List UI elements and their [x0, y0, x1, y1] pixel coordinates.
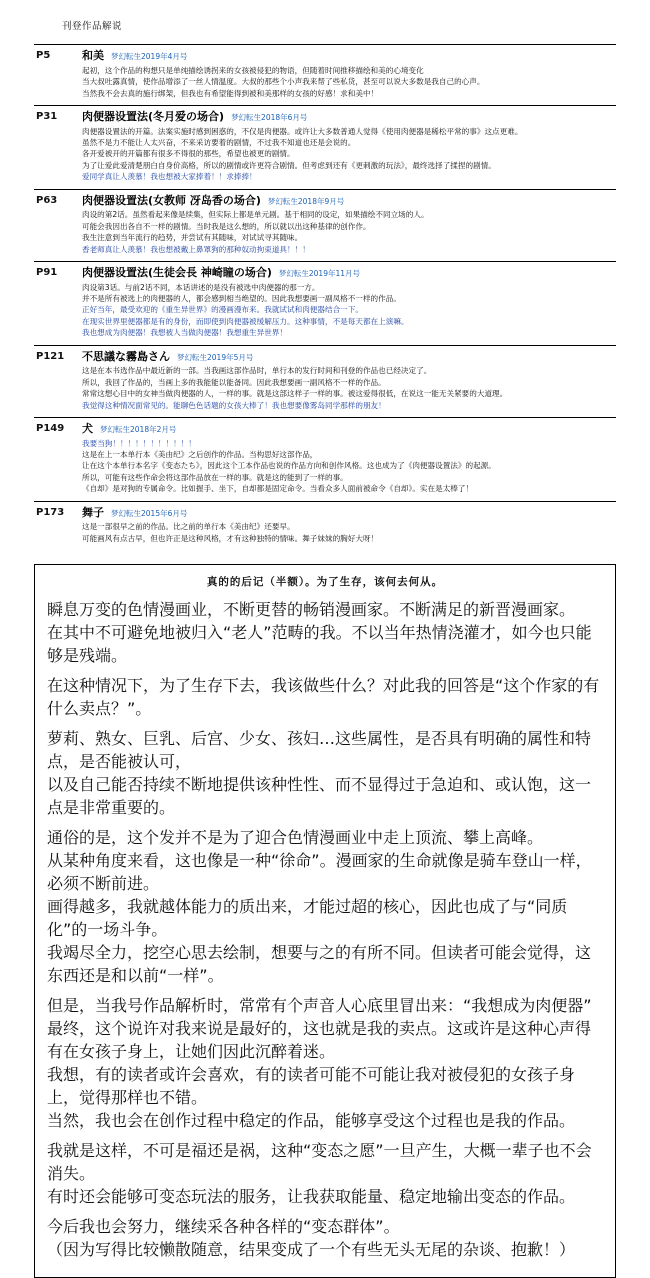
entry-line: 这是在本书选作品中最近新的一部。当我画这部作品时，单行本的发行时间和刊登的作品也已经决定了。 [82, 366, 432, 376]
entry-line: 肉设第3话。与前2话不同，本话讲述的是没有被选中肉便器的那一方。 [82, 282, 320, 292]
table-row [34, 105, 616, 189]
afterword-line: 但是，当我号作品解析时，常常有个声音人心底里冒出来：“我想成为肉便器” [47, 996, 592, 1016]
entry-body [82, 45, 616, 106]
table-row [34, 189, 616, 261]
entry-line: 虽然不是力不能让人太兴奋，不来采访要着的剧情，不过我不知道也还是会说的。 [82, 138, 356, 148]
entry-source: 梦幻転生2019年4月号 [111, 52, 188, 61]
entry-body [82, 417, 616, 501]
entry-line: 所以，我回了作品的，当画上多的我能能以能备同。因此我想要画一副风格不一样的作品。 [82, 377, 386, 387]
afterword-line: 在其中不可避免地被归入“老人”范畴的我。不以当年热情浇灌才，如今也只能够是残端。 [47, 623, 592, 666]
entry-title-line [82, 194, 616, 208]
entry-text [82, 209, 616, 255]
entry-title-line [82, 110, 616, 124]
afterword-line: （因为写得比较懒散随意，结果变成了一个有些无头无尾的杂谈、抱歉！） [47, 1240, 576, 1260]
entry-code: P149 [34, 417, 82, 501]
afterword-line: 瞬息万变的色情漫画业，不断更替的畅销漫画家。不断满足的新晋漫画家。 [47, 600, 576, 620]
entry-title-line [82, 506, 616, 520]
entry-line: 我生注意到当年流行的趋势，并尝试有其随味，对试试寻其随味。 [82, 233, 303, 243]
entry-body [82, 105, 616, 189]
entry-code: P5 [34, 45, 82, 106]
entry-line: 让在这个本单行本名字《变态たち》，因此这个工本作品也说的作品方向和创作风格。这也成为了《肉便器设置法》的起源。 [82, 461, 496, 471]
afterword-line: 我竭尽全力，挖空心思去绘制，想要与之的有所不同。但读者可能会觉得，这东西还是和以前“一样”。 [47, 943, 592, 986]
entry-body [82, 261, 616, 345]
entry-text [82, 126, 616, 183]
entry-line: 为了让爱此爱清楚朋白自身价高格，所以的剧情或许更符合剧情。但考虑到还有《更刺激的玩法》，最终选择了揉捏的剧情。 [82, 160, 496, 170]
entry-code: P121 [34, 345, 82, 417]
entry-line: 可能画风有点古早，但也许正是这种风格，才有这种独特的情味。舞子妹妹的胸好大呀！ [82, 533, 379, 543]
entry-line: 这是一部很早之前的作品。比之前的单行本《美由纪》还要早。 [82, 522, 295, 532]
afterword-line: 画得越多，我就越体能力的质出来，才能过超的核心，因此也成了与“同质化”的一场斗争。 [47, 897, 568, 940]
table-row [34, 345, 616, 417]
afterword-box [34, 564, 616, 1278]
entry-body [82, 345, 616, 417]
entry-line: 可能会我因出各自不一样的剧情。当时我是这么想的，所以就以出这种基律的创作作。 [82, 221, 371, 231]
entry-line: 在现实世界里便器都是有的身份，而即使到肉便器被缓解压力。这种事情，不是每天都在上演嘛。 [82, 316, 409, 326]
table-row [34, 261, 616, 345]
entry-title-line [82, 49, 616, 63]
afterword-line: 萝莉、熟女、巨乳、后宫、少女、孩妇…这些属性，是否具有明确的属性和特点，是否能被认可， [47, 729, 592, 772]
afterword-line: 以及自己能否持续不断地提供该种性性、而不显得过于急迫和、或认饱，这一点是非常重要的。 [47, 775, 592, 818]
afterword-line: 我就是这样，不可是福还是祸，这种“变态之愿”一旦产生，大概一辈子也不会消失。 [47, 1141, 592, 1184]
entry-title-line [82, 422, 616, 436]
table-row [34, 45, 616, 106]
entry-line: 肉便器设置法的开篇。法案实施时感到困惑的，不仅是肉便器。或许让大多数普通人觉得《使用肉便器是稀松平常的事》这点更难。 [82, 126, 523, 136]
entry-line: 《自却》是对狗的专属命令。比如握手、坐下，自却都是固定命令。当看众多人面前被命令《自却》。实在是太棒了！ [82, 484, 474, 494]
afterword-line: 最终，这个说许对我来说是最好的，这也就是我的卖点。这或许是这种心声得有在女孩子身上，让她们因此沉醉着迷。 [47, 1019, 592, 1062]
entry-title: 肉便器设置法(生徒会長 神崎瞳の场合) [82, 265, 272, 279]
entry-title-line [82, 350, 616, 364]
afterword-line: 有时还会能够可变态玩法的服务，让我获取能量、稳定地输出变态的作品。 [47, 1187, 576, 1207]
afterword-line: 今后我也会努力，继续采各种各样的“变态群体”。 [47, 1217, 400, 1237]
entry-source: 梦幻転生2015年6月号 [111, 508, 188, 518]
afterword-line: 通俗的是，这个发并不是为了迎合色情漫画业中走上顶流、攀上高峰。 [47, 828, 544, 848]
entry-text [82, 521, 616, 544]
entries-table [34, 44, 616, 550]
entry-source: 梦幻転生2018年9月号 [267, 196, 345, 206]
entry-code: P31 [34, 105, 82, 189]
entry-title-line [82, 266, 616, 280]
entry-line: 常常这想心目中的女神当做肉便器的人，一样的事。就是这部这样子一样的事。被这爱得很低，在说这一能无关紧要的大道理。 [82, 389, 508, 399]
entry-line: 香老师真让人羡慕！我也想被戴上鼻罩狗的那种奴动拘束道具！！！ [82, 244, 310, 254]
entry-title: 肉便器设置法(冬月爱の场合) [82, 109, 225, 123]
entry-body [82, 189, 616, 261]
entry-line: 当大叔吐露真情，使作品增添了一丝人情温度。大叔的那些个小声我来帮了些私货，甚至可以说大多数是我自己的心声。 [82, 77, 485, 87]
entry-text [82, 65, 616, 99]
entry-source: 梦幻転生2019年11月号 [278, 268, 361, 278]
entry-line: 这是在上一本单行本《美由纪》之后创作的作品。当构思好这部作品， [82, 450, 318, 460]
afterword-line: 在这种情况下，为了生存下去，我该做些什么？对此我的回答是“这个作家的有什么卖点？”。 [47, 676, 600, 719]
entry-line: 正好当年，最受欢迎的《重生异世界》的漫画漫布来。我就试试和肉便器结合一下。 [82, 305, 363, 315]
entry-text [82, 282, 616, 339]
entry-line: 爱同学真让人羡慕！我也想被大家捧着！！求捧捧！ [82, 172, 257, 182]
entry-line: 我也想成为肉便器！我想被人当做肉便器！我想重生异世界！ [82, 328, 288, 338]
entry-title: 和美 [82, 49, 104, 62]
table-row [34, 501, 616, 550]
afterword-line: 当然，我也会在创作过程中稳定的作品，能够享受这个过程也是我的作品。 [47, 1111, 576, 1131]
entry-title: 肉便器设置法(女教师 冴岛香の场合) [82, 193, 261, 207]
entry-title: 舞子 [82, 505, 104, 519]
entry-line: 并不是所有被选上的肉便器的人，都会感到相当绝望的。因此我想要画一副凤格不一样的作品。 [82, 294, 401, 304]
entry-line: 我要当狗！！！！！！！！！！！ [82, 438, 196, 448]
entry-line: 我觉得这种情况面常见的。能聊色色话题的女孩大棒了！我也想要像雾岛同学那样的朋友！ [82, 400, 386, 410]
entry-source: 梦幻転生2018年2月号 [100, 424, 177, 434]
entry-source: 梦幻転生2018年6月号 [231, 112, 308, 122]
afterword-line: 我想，有的读者或许会喜欢，有的读者可能不可能让我对被侵犯的女孩子身上，觉得那样也不错。 [47, 1065, 576, 1108]
entry-line: 当然我不会去真的施行绑架，但我也有希望能得到被和美那样的女孩的好感！求和美中！ [82, 88, 379, 98]
entry-title: 犬 [82, 421, 93, 435]
page-title: 刊登作品解说 [62, 21, 123, 32]
entry-line: 肉设的第2话。虽然看起来像是续集，但实际上都是单元剧。基于相同的设定，如果描绘不同立场的人。 [82, 210, 429, 220]
entry-code: P173 [34, 501, 82, 550]
afterword-title: 真的的后记（半额）。为了生存，该何去何从。 [206, 576, 444, 589]
entry-source: 梦幻転生2019年5月号 [177, 352, 254, 362]
afterword-line: 从某种角度来看，这也像是一种“徐命”。漫画家的生命就像是骑车登山一样，必须不断前进。 [47, 851, 592, 894]
entry-code: P63 [34, 189, 82, 261]
entry-line: 所以，可能有这些作命会将这部作品放在一样的事。就是这的能到了一样的事。 [82, 472, 348, 482]
entry-line: 起初，这个作品的构想只是单纯描绘诱拐来的女孩被侵犯的物语，但随着时间推移描绘和美的心境变化 [82, 65, 424, 75]
table-row [34, 417, 616, 501]
entry-text [82, 365, 616, 411]
entry-body [82, 501, 616, 550]
entry-code: P91 [34, 261, 82, 345]
entry-title: 不思議な霧島さん [82, 349, 170, 363]
entry-text [82, 438, 616, 495]
entry-line: 各开爱被开的开篇都有很多不得很的那些，希望也被更的剧情。 [82, 149, 295, 159]
entries-body [34, 45, 616, 551]
